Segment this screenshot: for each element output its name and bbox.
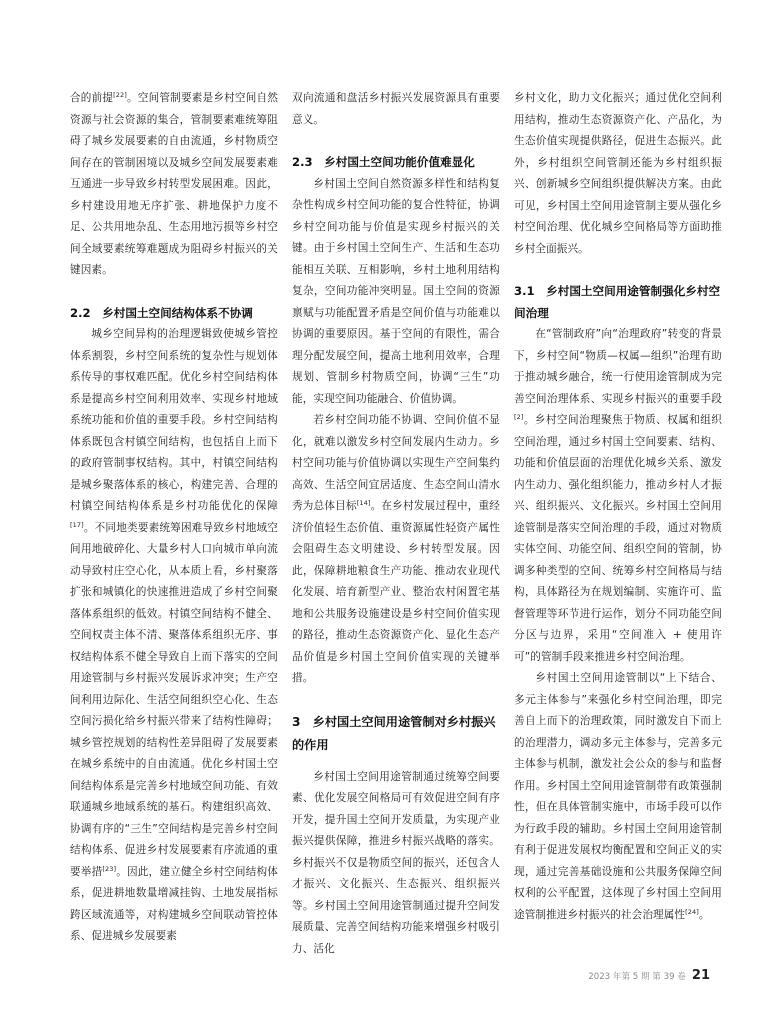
page-number: 21 [691,968,710,983]
paragraph: 双向流通和盘活乡村振兴发展资源具有重要意义。 [292,92,500,126]
column-left [70,88,278,948]
paragraph: 乡村国土空间用途管制以“上下结合、多元主体参与”来强化乡村空间治理，即完善自上而下的治理政策，同时激发自下而上的治理潜力，调动多元主体参与，完善多元主体参与机制，激发社会公众的参与和监督作用。乡村国土空间用途管制带有政策强制性，但在具体管制实施中，市场手段可以作为行政手段的辅助。乡村国土空间用途管制有利于促进发展权均衡配置和空间正义的实现，通过完善基础设施和公共服务保障空间权利的公平配置，这体现了乡村国土空间用途管制推进乡村振兴的社会治理属性[24]。 [514,672,722,921]
citation-ref: [17] [70,520,84,529]
paragraph: 在“管制政府”向“治理政府”转变的背景下，乡村空间“物质—权属—组织”治理有助于推动城乡融合，统一行使用途管制成为完善空间治理体系、实现乡村振兴的重要手段[2]。乡村空间治理聚焦于物质、权属和组织空间治理，通过乡村国土空间要素、结构、功能和价值层面的治理优化城乡关系、激发内生动力、强化组织能力，推动乡村人才振兴、组织振兴、文化振兴。乡村国土空间用途管制是落实空间治理的手段，通过对物质实体空间、功能空间、组织空间的管制，协调多种类型的空间、统筹乡村空间格局与结构，具体路径为在规划编制、实施许可、监督管理等环节进行运作，划分不同功能空间分区与边界，采用“空间准入 + 使用许可”的管制手段来推进乡村空间治理。 [514,328,722,663]
paragraph: 乡村国土空间自然资源多样性和结构复杂性构成乡村空间功能的复合性特征，协调乡村空间功能与价值是实现乡村振兴的关键。由于乡村国土空间生产、生活和生态功能相互关联、互相影响，乡村土地利用结构复杂，空间功能冲突明显。国土空间的资源禀赋与功能配置矛盾是空间价值与功能难以协调的重要原因。基于空间的有限性，需合理分配发展空间，提高土地利用效率，合理规划、管制乡村物质空间，协调“三生”功能，实现空间功能融合、价值协调。 [292,177,500,405]
citation-ref: [22] [113,91,127,99]
issue-info: 2023 年第 5 期 第 39 卷 [588,972,686,982]
section-heading-3-1: 3.1 乡村国土空间用途管制强化乡村空间治理 [514,284,721,320]
paragraph: 城乡空间异构的治理逻辑致使城乡管控体系割裂，乡村空间系统的复杂性与规划体系传导的事权难匹配。优化乡村空间结构体系是提高乡村空间利用效率、实现乡村地域系统功能和价值的重要手段。乡村空间结构体系既包含村镇空间结构，也包括自上而下的政府管制事权结构。其中，村镇空间结构是城乡聚落体系的核心，构建完善、合理的村镇空间结构体系是乡村功能优化的保障[17]。不同地类要素统筹困难导致乡村地域空间用地破碎化、大量乡村人口向城市单向流动导致村庄空心化，从本质上看，乡村聚落扩张和城镇化的快速推进造成了乡村空间聚落体系组织的低效。村镇空间结构不健全、空间权责主体不清、聚落体系组织无序、事权结构体系不健全导致自上而下落实的空间用途管制与乡村振兴发展诉求冲突；生产空间利用边际化、生活空间组织空心化、生态空间污损化给乡村振兴带来了结构性障碍；城乡管控规划的结构性差异阻碍了发展要素在城乡系统中的自由流通。优化乡村国土空间结构体系是完善乡村地域空间功能、有效联通城乡地域系统的基石。构建组织高效、协调有序的“三生”空间结构是完善乡村空间结构体系、促进乡村发展要素有序流通的重要举措[23]。因此，建立健全乡村空间结构体系，促进耕地数量增减挂钩、土地发展指标跨区域流通等，对构建城乡空间联动管控体系、促进城乡发展要素 [70,328,278,942]
paragraph: 若乡村空间功能不协调、空间价值不显化，就难以激发乡村空间发展内生动力。乡村空间功能与价值协调以实现生产空间集约高效、生活空间宜居适度、生态空间山清水秀为总体目标[14]。在乡村发展过程中，重经济价值轻生态价值、重资源属性轻资产属性会阻碍生态文明建设、乡村转型发展。因此，保障耕地粮食生产功能、推动农业现代化发展、培育新型产业、整治农村闲置宅基地和公共服务设施建设是乡村空间价值实现的路径，推动生态资源资产化、显化生态产品价值是乡村国土空间价值实现的关键举措。 [292,414,500,684]
citation-ref: [24] [685,907,699,916]
citation-ref: [2] [514,413,524,421]
paragraph: 合的前提[22]。空间管制要素是乡村空间自然资源与社会资源的集合，管制要素难统筹阻碍了城乡发展要素的自由流通，乡村物质空间存在的管制困境以及城乡空间发展要素难互通进一步导致乡村转型发展困难。因此，乡村建设用地无序扩张、耕地保护力度不足、公共用地杂乱、生态用地污损等乡村空间全域要素统筹难题成为阻碍乡村振兴的关键因素。 [70,91,278,276]
section-heading-2-2: 2.2 乡村国土空间结构体系不协调 [70,305,253,320]
paragraph: 乡村文化，助力文化振兴；通过优化空间利用结构，推动生态资源资产化、产品化，为生态价值实现提供路径，促进生态振兴。此外，乡村组织空间管制还能为乡村组织振兴、创新城乡空间组织提供解决方案。由此可见，乡村国土空间用途管制主要从强化乡村空间治理、优化城乡空间格局等方面助推乡村全面振兴。 [514,92,722,255]
page-footer [588,968,710,983]
column-right [514,88,722,926]
section-heading-3: 3 乡村国土空间用途管制对乡村振兴的作用 [292,714,496,752]
paragraph: 乡村国土空间用途管制通过统筹空间要素、优化发展空间格局可有效促进空间有序开发，提升国土空间开发质量，为实现产业振兴提供保障，推进乡村振兴战略的落实。乡村振兴不仅是物质空间的振兴，还包含人才振兴、文化振兴、生态振兴、组织振兴等。乡村国土空间用途管制通过提升空间发展质量、完善空间结构功能来增强乡村吸引力、活化 [292,770,500,955]
section-heading-2-3: 2.3 乡村国土空间功能价值难显化 [292,155,475,169]
column-middle [292,88,500,960]
citation-ref: [23] [102,864,117,873]
citation-ref: [14] [356,499,371,507]
